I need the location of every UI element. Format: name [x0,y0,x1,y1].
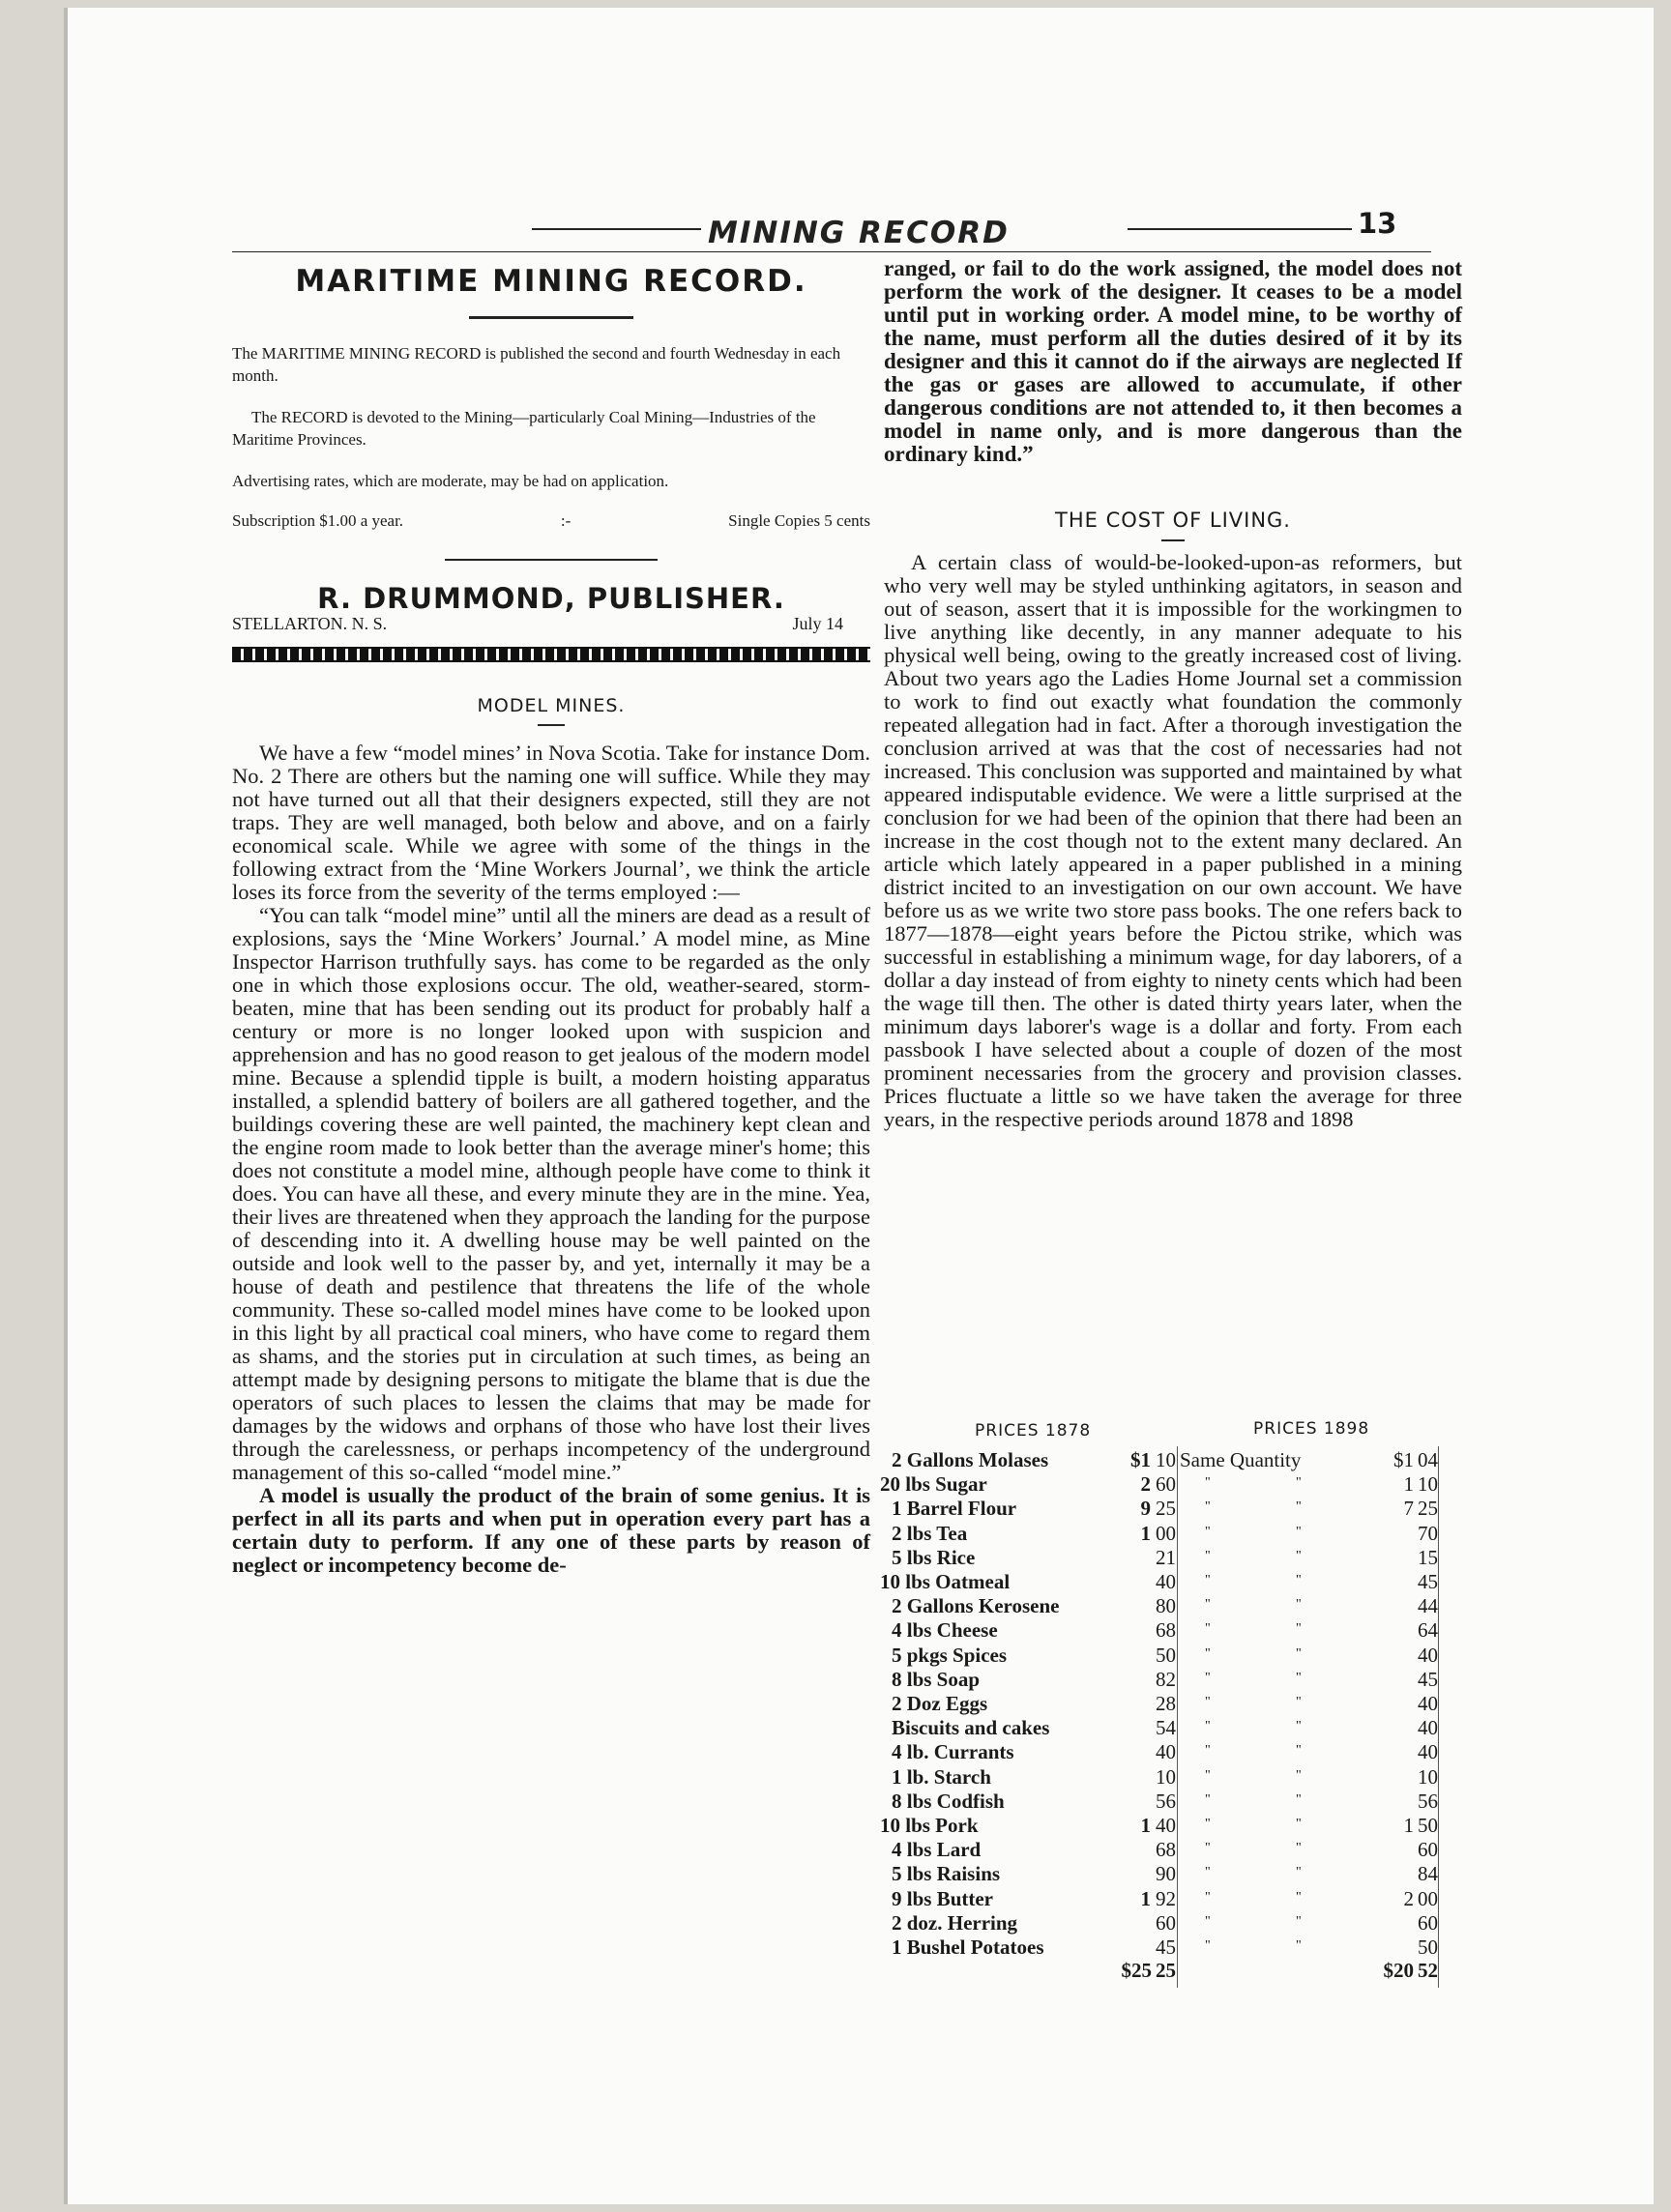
price-1898-cents: 10 [1418,1472,1438,1497]
ditto-mark: " [1205,1573,1211,1587]
ditto-mark: " [1205,1621,1211,1637]
price-row [880,1887,1460,1911]
page-number: 13 [1358,207,1397,240]
price-1898-cents: 10 [1418,1764,1438,1789]
price-1898-cents: 15 [1418,1545,1438,1569]
price-1898-cents: 64 [1418,1618,1438,1643]
dateline [232,613,870,635]
item-name: 1 Barrel Flour [892,1497,1017,1521]
ditto-mark: " [1296,1645,1302,1661]
item-name: 20 lbs Sugar [880,1472,987,1497]
price-1898-cents: 40 [1418,1692,1438,1715]
advertising-notice: Advertising rates, which are moderate, may be had on application. [232,472,669,490]
price-row [880,1570,1460,1594]
single-copy-price: Single Copies 5 cents [728,511,870,530]
price-1878-cents: 60 [1156,1910,1176,1935]
ditto-mark: " [1296,1743,1302,1759]
ditto-mark: " [1296,1597,1302,1613]
ditto-mark: " [1205,1767,1211,1783]
masthead: MARITIME MINING RECORD. [295,264,807,299]
prices-1878-header: PRICES 1878 [975,1421,1092,1441]
price-1898-dollars: 1 [1403,1814,1414,1837]
ditto-mark: " [1205,1865,1211,1880]
ditto-mark: " [1205,1817,1211,1831]
item-name: 1 Bushel Potatoes [892,1936,1044,1959]
price-row [880,1814,1460,1838]
price-1898-cents: 25 [1418,1497,1438,1521]
price-1878-cents: 40 [1156,1814,1176,1837]
item-name: 4 lb. Currants [892,1740,1014,1764]
item-name: 8 lbs Codfish [892,1789,1005,1813]
prices-1898-header: PRICES 1898 [1253,1419,1370,1439]
item-name: 2 Gallons Molases [892,1448,1049,1471]
price-1898-cents: 50 [1418,1814,1438,1837]
price-1898-cents: 00 [1418,1886,1438,1910]
publication-notice: The MARITIME MINING RECORD is published the second and fourth Wednesday in each month. [232,344,841,385]
price-1878-cents: 90 [1156,1862,1176,1886]
price-1898-dollars: 7 [1403,1497,1414,1521]
price-1898-cents: 40 [1418,1740,1438,1764]
price-1878-cents: 60 [1156,1472,1176,1497]
divider-mark: :- [560,511,572,530]
price-1878-cents: 40 [1156,1570,1176,1593]
ditto-mark: " [1205,1889,1211,1905]
item-name: 5 pkgs Spices [892,1643,1008,1667]
price-1878-cents: 10 [1156,1448,1176,1471]
running-title: MINING RECORD [708,216,1010,250]
issue-date: July 14 [792,614,843,633]
item-name: 4 lbs Lard [892,1838,982,1862]
cost-of-living-heading: THE COST OF LIVING. [1055,509,1291,532]
ditto-mark: " [1205,1475,1211,1491]
ditto-mark: " [1296,1817,1302,1831]
model-mines-continuation: ranged, or fail to do the work assigned, the model does not perform the work of the designer. It ceases to be a model until put in working order. A model mine, to be worthy of the name, must perform all the duties desired of it by its designer and this it cannot do if the airways are neglected If the gas or gases are allowed to accumulate, if other dangerous conditions are not attended to, it then becomes a model in name only, and is more dangerous than the ordinary kind.” [884,256,1462,466]
price-1898-cents: 60 [1418,1838,1438,1862]
price-row [880,1936,1460,1960]
price-1878-cents: 68 [1156,1838,1176,1862]
ditto-mark: " [1205,1524,1211,1539]
price-1878-dollars: 1 [1140,1886,1151,1910]
price-1878-dollars: 9 [1140,1497,1151,1521]
ditto-mark: " [1296,1913,1302,1929]
subscription-price: Subscription $1.00 a year. [232,511,404,530]
ditto-mark: " [1296,1719,1302,1734]
header-rule-left [532,228,701,230]
item-name: 10 lbs Pork [880,1814,979,1837]
cost-of-living-paragraph: A certain class of would-be-looked-upon-as reformers, but who very well may be styled unthinking agitators, in season and out of season, assert that it is impossible for the workingmen to live anything like decently, in any manner adequate to his physical well being, owing to the greatly increased cost of living. About two years ago the Ladies Home Journal set a commission to work to find out exactly what foundation the commonly repeated allegation had in fact. After a thorough investigation the conclusion arrived at was that the cost of necessaries had not increased. This conclusion was supported and maintained by what appeared indisputable evidence. We were a little surprised at the conclusion for we had been of the opinion that there had been an increase in the cost though not to the extent many declared. An article which lately appeared in a paper published in a mining district incited to an investigation on our own account. We have before us as we write two store pass books. The one refers back to 1877—1878—eight years before the Pictou strike, which was successful in establishing a minimum wage, for day laborers, of a dollar a day instead of from eighty to ninety cents which had been the wage till then. The other is dated thirty years later, when the minimum days laborer's wage is a dollar and forty. From each passbook I have selected about a couple of dozen of the most prominent necessaries from the grocery and provision classes. Prices fluctuate a little so we have taken the average for three years, in the respective periods around 1878 and 1898 [884,550,1462,1131]
price-row [880,1472,1460,1497]
item-name: 1 lb. Starch [892,1764,991,1789]
ditto-mark: " [1205,1645,1211,1661]
price-1878-cents: 45 [1156,1936,1176,1959]
price-table [880,1421,1470,1992]
item-name: 2 Gallons Kerosene [892,1594,1060,1618]
price-row [880,1594,1460,1618]
price-1898-cents: 84 [1418,1862,1438,1886]
subscription-line [232,509,870,532]
price-row [880,1692,1460,1716]
price-1878-cents: 92 [1156,1886,1176,1910]
item-name: 8 lbs Soap [892,1667,981,1691]
ditto-mark: " [1205,1499,1211,1515]
ditto-mark: " [1205,1743,1211,1759]
price-1878-cents: 25 [1156,1497,1176,1521]
price-row [880,1765,1460,1790]
ditto-mark: " [1296,1621,1302,1637]
ornamental-rule [232,647,870,662]
model-mines-quote: “You can talk “model mine” until all the miners are dead as a result of explosions, says the ‘Mine Workers’ Journal.’ A model mine, as Mine Inspector Harrison truthfully says. has come to be regarded as the only one in which those explosions occur. The old, weather-seared, storm-beaten, mine that has been sending out its product for probably half a century or more is no longer looked upon with suspicion and apprehension and has no good reason to get jealous of the modern model mine. Because a splendid tipple is built, a modern hoisting apparatus installed, a splendid battery of boilers are all gathered together, and the buildings covering these are well painted, the machinery kept clean and the engine room made to look better than the average miner's home; this does not constitute a model mine, although people have come to think it does. You can have all these, and every minute they are in the mine. Yea, their lives are threatened when they approach the landing for the purpose of descending into it. A dwelling house may be well painted on the outside and look well to the passer by, and yet, internally it may be a house of death and pestilence that threatens the life of the whole community. These so-called model mines have come to be looked upon in this light by all practical coal miners, who have come to regard them as shams, and the stories put in circulation at such times, as being an attempt made by designing persons to mitigate the blame that is due the operators of such places to lessen the claims that may be made for damages by the widows and orphans of those who have lost their lives through the carelessness, or perhaps incompetency of the underground management of this so-called “model mine.” [232,903,870,1484]
price-1878-cents: 82 [1156,1667,1176,1691]
ditto-mark: " [1296,1791,1302,1807]
item-name: 5 lbs Rice [892,1545,976,1569]
price-1878-cents: 56 [1156,1789,1176,1813]
ditto-mark: " [1296,1499,1302,1515]
price-1878-cents: 40 [1156,1740,1176,1764]
price-1898-dollars: 1 [1403,1472,1414,1497]
model-mines-paragraph-3: A model is usually the product of the brain of some genius. It is perfect in all its parts and when put in operation every part has a certain duty to perform. If any one of these parts by reason of neglect or incompetency become de- [232,1483,870,1577]
notice-rule [445,559,658,561]
total-1878-dollars: $25 [1121,1959,1152,1982]
ditto-mark: " [1205,1913,1211,1929]
item-name: 5 lbs Raisins [892,1862,1001,1886]
item-name: 2 doz. Herring [892,1910,1018,1935]
price-1898-dollars: 2 [1403,1886,1414,1910]
price-row [880,1790,1460,1814]
ditto-mark: " [1296,1524,1302,1539]
price-row [880,1522,1460,1546]
ditto-mark: " [1205,1548,1211,1563]
price-row [880,1497,1460,1521]
ditto-mark: " [1296,1889,1302,1905]
item-name: 2 lbs Tea [892,1521,968,1545]
ditto-mark: " [1296,1573,1302,1587]
price-row [880,1618,1460,1643]
total-1878-cents: 25 [1156,1959,1176,1982]
ditto-mark: " [1205,1791,1211,1807]
price-1878-dollars: 1 [1140,1814,1151,1837]
price-row [880,1740,1460,1764]
price-1898-dollars: $1 [1393,1448,1414,1471]
price-row [880,1668,1460,1692]
masthead-rule [469,316,633,319]
item-name: 4 lbs Cheese [892,1618,998,1643]
price-1878-dollars: 2 [1140,1472,1151,1497]
price-1898-cents: 45 [1418,1667,1438,1691]
ditto-mark: " [1296,1767,1302,1783]
price-1898-cents: 60 [1418,1910,1438,1935]
price-1878-cents: 21 [1156,1545,1176,1569]
ditto-mark: " [1296,1938,1302,1953]
item-name: 9 lbs Butter [892,1886,993,1910]
price-1878-cents: 28 [1156,1692,1176,1715]
price-1898-cents: 40 [1418,1716,1438,1740]
price-1878-cents: 50 [1156,1643,1176,1667]
totals-row [880,1959,1460,1983]
ditto-mark: " [1296,1841,1302,1856]
total-1898-cents: 52 [1418,1959,1438,1982]
left-column [232,264,870,1577]
price-row [880,1546,1460,1570]
header-rule-right [1128,228,1352,230]
publisher-name: R. DRUMMOND, PUBLISHER. [317,582,785,615]
model-mines-rule [538,724,565,726]
right-column [884,257,1462,1131]
total-1898-dollars: $20 [1383,1959,1414,1982]
price-row [880,1448,1460,1472]
price-row [880,1911,1460,1936]
ditto-mark: " [1296,1865,1302,1880]
price-row [880,1838,1460,1862]
price-1898-cents: 45 [1418,1570,1438,1593]
ditto-mark: " [1296,1670,1302,1685]
price-1898-cents: 40 [1418,1643,1438,1667]
place: STELLARTON. N. S. [232,614,388,633]
price-1878-cents: 10 [1156,1764,1176,1789]
ditto-mark: " [1205,1841,1211,1856]
ditto-mark: " [1205,1695,1211,1709]
price-1878-cents: 00 [1156,1521,1176,1545]
price-row [880,1862,1460,1886]
price-1898-cents: 56 [1418,1789,1438,1813]
ditto-mark: " [1296,1695,1302,1709]
item-name: 10 lbs Oatmeal [880,1570,1011,1593]
newspaper-page [68,8,1654,2204]
price-1898-cents: 70 [1418,1521,1438,1545]
model-mines-heading: MODEL MINES. [477,695,626,716]
header-rule-bottom [232,251,1431,252]
same-quantity-label: Same Quantity [1180,1448,1302,1471]
price-row [880,1716,1460,1740]
price-1878-dollars: $1 [1130,1448,1151,1471]
item-name: 2 Doz Eggs [892,1692,988,1715]
price-1898-cents: 44 [1418,1594,1438,1618]
price-1878-cents: 80 [1156,1594,1176,1618]
price-1878-cents: 54 [1156,1716,1176,1740]
item-name: Biscuits and cakes [892,1716,1050,1740]
ditto-mark: " [1296,1475,1302,1491]
ditto-mark: " [1205,1938,1211,1953]
cost-of-living-rule [1161,539,1185,541]
price-row [880,1644,1460,1668]
price-1898-cents: 04 [1418,1448,1438,1471]
price-1898-cents: 50 [1418,1936,1438,1959]
ditto-mark: " [1296,1548,1302,1563]
price-1878-dollars: 1 [1140,1521,1151,1545]
model-mines-paragraph-1: We have a few “model mines’ in Nova Scotia. Take for instance Dom. No. 2 There are others but the naming one will suffice. While they may not have turned out all that their designers expected, still they are not traps. They are well managed, both below and above, and on a fairly economical scale. While we agree with some of the things in the following extract from the ‘Mine Workers Journal’, we think the article loses its force from the severity of the terms employed :— [232,741,870,904]
ditto-mark: " [1205,1670,1211,1685]
price-1878-cents: 68 [1156,1618,1176,1643]
devotion-notice: The RECORD is devoted to the Mining—particularly Coal Mining—Industries of the Maritime Provinces. [232,408,816,449]
ditto-mark: " [1205,1719,1211,1734]
ditto-mark: " [1205,1597,1211,1613]
